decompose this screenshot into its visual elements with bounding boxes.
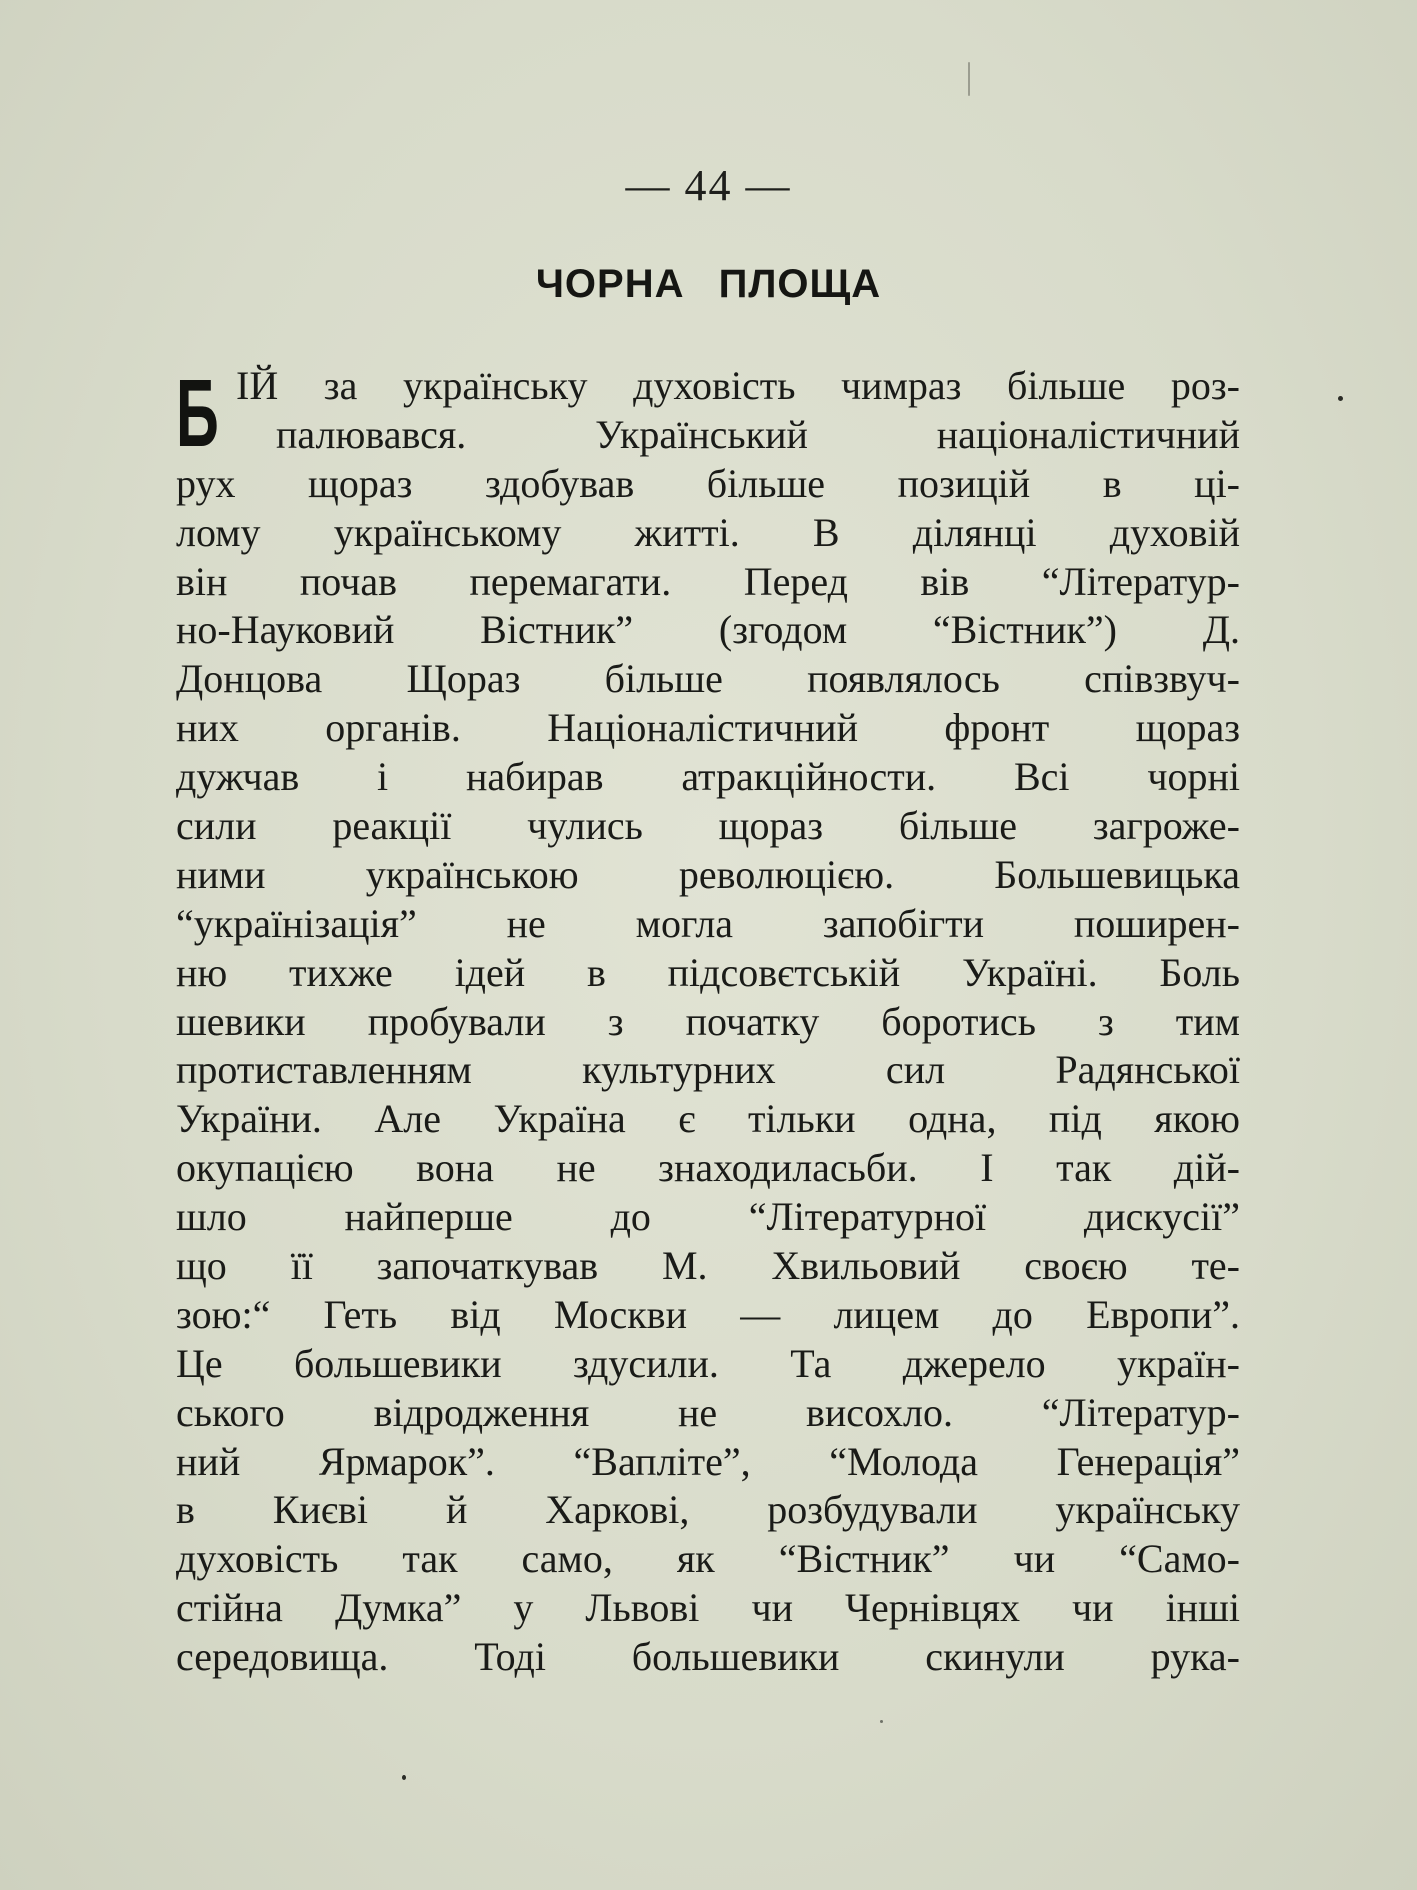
paper-speck [880, 1720, 883, 1723]
text-line: шевики пробували з початку боротись з тим [176, 998, 1240, 1044]
text-line: сили реакції чулись щораз більше загроже- [176, 803, 1240, 849]
text-line: ню тихже ідей в підсовєтській Україні. Боль [176, 949, 1240, 995]
text-line: середовища. Тоді большевики скинули рука- [176, 1634, 1240, 1680]
text-line: “українізація” не могла запобігти поширен- [176, 900, 1240, 946]
text-line: духовість так само, як “Вістник” чи “Само- [176, 1536, 1240, 1582]
text-line: Це большевики здусили. Та джерело україн- [176, 1340, 1240, 1386]
text-line: окупацією вона не знаходиласьби. І так дій- [176, 1145, 1240, 1191]
text-line: ІЙ за українську духовість чимраз більше роз- [236, 363, 1240, 408]
text-line: шло найперше до “Літературної дискусії” [176, 1194, 1240, 1240]
paper-speck [1338, 396, 1343, 401]
text-line: стійна Думка” у Львові чи Чернівцях чи інші [176, 1585, 1240, 1631]
text-line: ського відродження не висохло. “Літератур- [176, 1389, 1240, 1435]
drop-cap: Б [176, 360, 219, 467]
paper-speck [402, 1775, 406, 1780]
text-line: Донцова Щораз більше появлялось співзвуч- [176, 656, 1240, 702]
text-line: він почав перемагати. Перед вів “Літератур- [176, 558, 1240, 604]
text-line: дужчав і набирав атракційности. Всі чорні [176, 754, 1240, 800]
text-line: них органів. Націоналістичний фронт щораз [176, 705, 1240, 751]
text-line: но-Науковий Вістник” (згодом “Вістник”) Д. [176, 607, 1240, 653]
text-line: рух щораз здобував більше позицій в ці- [176, 460, 1240, 506]
page-number: — 44 — [625, 161, 792, 210]
body-text [176, 362, 1240, 1682]
text-line: ний Ярмарок”. “Вапліте”, “Молода Генерація” [176, 1438, 1240, 1484]
text-line: що її започаткував М. Хвильовий своєю те- [176, 1243, 1240, 1289]
chapter-title: ЧОРНА ПЛОЩА [535, 262, 882, 306]
text-line: зою:“ Геть від Москви — лицем до Европи”. [176, 1291, 1240, 1337]
text-line: палювався. Український націоналістичний [276, 411, 1240, 457]
text-line: протиставленням культурних сил Радянської [176, 1047, 1240, 1093]
text-line: України. Але Україна є тільки одна, під якою [176, 1096, 1240, 1142]
text-line: в Києві й Харкові, розбудували українську [176, 1487, 1240, 1533]
paper-speck [968, 62, 970, 96]
text-line: лому українському житті. В ділянці духовій [176, 509, 1240, 555]
text-line: ними українською революцією. Большевицька [176, 851, 1240, 897]
